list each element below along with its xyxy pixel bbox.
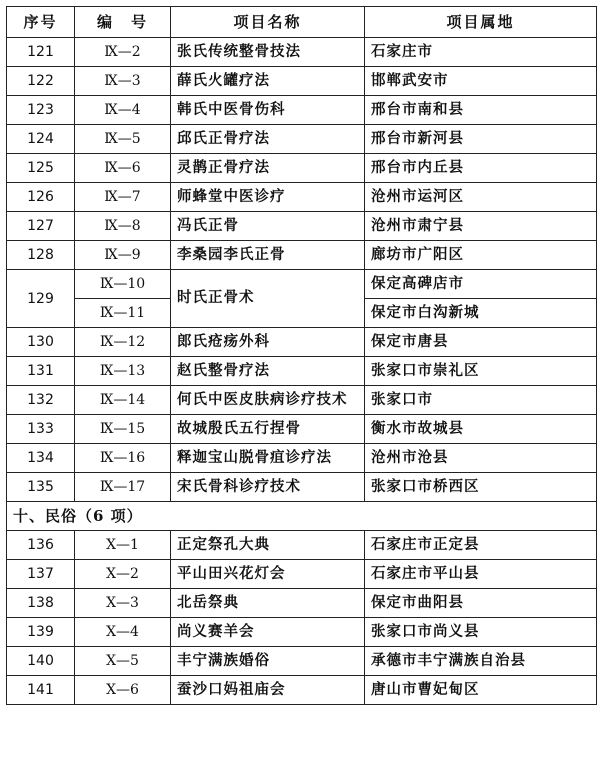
row-code: Ⅸ—10 [75, 270, 171, 299]
row-name: 张氏传统整骨技法 [171, 38, 365, 67]
row-place: 张家口市尚义县 [365, 618, 597, 647]
row-place: 沧州市沧县 [365, 444, 597, 473]
rows-group-c [7, 531, 597, 705]
row-name: 赵氏整骨疗法 [171, 357, 365, 386]
row-no: 122 [7, 67, 75, 96]
table-row [7, 415, 597, 444]
row-code: Ⅸ—3 [75, 67, 171, 96]
table-row [7, 647, 597, 676]
row-no: 132 [7, 386, 75, 415]
row-no: 129 [7, 270, 75, 328]
row-place: 张家口市崇礼区 [365, 357, 597, 386]
row-name: 蚕沙口妈祖庙会 [171, 676, 365, 705]
table-row [7, 531, 597, 560]
row-place: 衡水市故城县 [365, 415, 597, 444]
table-row [7, 270, 597, 299]
row-no: 136 [7, 531, 75, 560]
row-name: 薛氏火罐疗法 [171, 67, 365, 96]
row-name: 平山田兴花灯会 [171, 560, 365, 589]
table-row [7, 67, 597, 96]
row-name: 何氏中医皮肤病诊疗技术 [171, 386, 365, 415]
heritage-table [6, 6, 597, 705]
row-name: 邱氏正骨疗法 [171, 125, 365, 154]
row-code: Ⅹ—4 [75, 618, 171, 647]
header-code: 编 号 [75, 7, 171, 38]
row-code: Ⅸ—7 [75, 183, 171, 212]
row-code: Ⅸ—17 [75, 473, 171, 502]
row-code: Ⅹ—1 [75, 531, 171, 560]
row-code: Ⅸ—12 [75, 328, 171, 357]
row-code: Ⅸ—5 [75, 125, 171, 154]
table-row [7, 183, 597, 212]
row-no: 131 [7, 357, 75, 386]
row-name: 冯氏正骨 [171, 212, 365, 241]
row-code: Ⅸ—2 [75, 38, 171, 67]
row-no: 139 [7, 618, 75, 647]
row-code: Ⅸ—8 [75, 212, 171, 241]
row-place: 沧州市运河区 [365, 183, 597, 212]
header-place: 项目属地 [365, 7, 597, 38]
row-no: 126 [7, 183, 75, 212]
rows-group-merged [7, 270, 597, 328]
section-row [7, 502, 597, 531]
row-no: 128 [7, 241, 75, 270]
row-code: Ⅹ—5 [75, 647, 171, 676]
row-place: 保定高碑店市 [365, 270, 597, 299]
section-title: 十、民俗（6 项） [7, 502, 597, 531]
row-name: 郎氏疮疡外科 [171, 328, 365, 357]
row-code: Ⅸ—11 [75, 299, 171, 328]
row-no: 134 [7, 444, 75, 473]
row-place: 邢台市南和县 [365, 96, 597, 125]
row-place: 保定市曲阳县 [365, 589, 597, 618]
row-code: Ⅹ—6 [75, 676, 171, 705]
row-place: 石家庄市 [365, 38, 597, 67]
row-place: 沧州市肃宁县 [365, 212, 597, 241]
table-row [7, 96, 597, 125]
row-place: 保定市唐县 [365, 328, 597, 357]
row-place: 石家庄市正定县 [365, 531, 597, 560]
row-place: 保定市白沟新城 [365, 299, 597, 328]
row-no: 141 [7, 676, 75, 705]
row-no: 127 [7, 212, 75, 241]
table-row [7, 589, 597, 618]
table-row [7, 386, 597, 415]
table-row [7, 618, 597, 647]
row-place: 邢台市新河县 [365, 125, 597, 154]
row-no: 133 [7, 415, 75, 444]
row-place: 张家口市桥西区 [365, 473, 597, 502]
row-code: Ⅸ—4 [75, 96, 171, 125]
row-name: 正定祭孔大典 [171, 531, 365, 560]
row-no: 138 [7, 589, 75, 618]
table-row [7, 328, 597, 357]
table-row [7, 38, 597, 67]
row-no: 121 [7, 38, 75, 67]
row-no: 135 [7, 473, 75, 502]
rows-group-a [7, 38, 597, 270]
row-no: 125 [7, 154, 75, 183]
row-code: Ⅸ—15 [75, 415, 171, 444]
section-group [7, 502, 597, 531]
row-code: Ⅹ—3 [75, 589, 171, 618]
table-row [7, 473, 597, 502]
table-row [7, 241, 597, 270]
row-place: 石家庄市平山县 [365, 560, 597, 589]
rows-group-b [7, 328, 597, 502]
row-place: 廊坊市广阳区 [365, 241, 597, 270]
table-row [7, 125, 597, 154]
row-no: 130 [7, 328, 75, 357]
table-row [7, 676, 597, 705]
row-name: 灵鹊正骨疗法 [171, 154, 365, 183]
row-name: 丰宁满族婚俗 [171, 647, 365, 676]
row-name: 尚义赛羊会 [171, 618, 365, 647]
table-row [7, 212, 597, 241]
row-code: Ⅹ—2 [75, 560, 171, 589]
row-place: 邢台市内丘县 [365, 154, 597, 183]
row-place: 邯郸武安市 [365, 67, 597, 96]
table-row [7, 560, 597, 589]
row-name: 师蜂堂中医诊疗 [171, 183, 365, 212]
row-name: 释迦宝山脱骨疽诊疗法 [171, 444, 365, 473]
row-name: 李桑园李氏正骨 [171, 241, 365, 270]
table-row [7, 444, 597, 473]
row-no: 140 [7, 647, 75, 676]
row-place: 张家口市 [365, 386, 597, 415]
row-code: Ⅸ—14 [75, 386, 171, 415]
row-place: 唐山市曹妃甸区 [365, 676, 597, 705]
row-code: Ⅸ—9 [75, 241, 171, 270]
header-name: 项目名称 [171, 7, 365, 38]
header-no: 序号 [7, 7, 75, 38]
row-no: 137 [7, 560, 75, 589]
row-place: 承德市丰宁满族自治县 [365, 647, 597, 676]
row-name: 时氏正骨术 [171, 270, 365, 328]
row-no: 124 [7, 125, 75, 154]
header-row [7, 7, 597, 38]
table-row [7, 357, 597, 386]
row-code: Ⅸ—6 [75, 154, 171, 183]
row-code: Ⅸ—13 [75, 357, 171, 386]
row-name: 韩氏中医骨伤科 [171, 96, 365, 125]
table-row [7, 154, 597, 183]
row-name: 故城殷氏五行捏骨 [171, 415, 365, 444]
row-code: Ⅸ—16 [75, 444, 171, 473]
row-no: 123 [7, 96, 75, 125]
row-name: 宋氏骨科诊疗技术 [171, 473, 365, 502]
row-name: 北岳祭典 [171, 589, 365, 618]
